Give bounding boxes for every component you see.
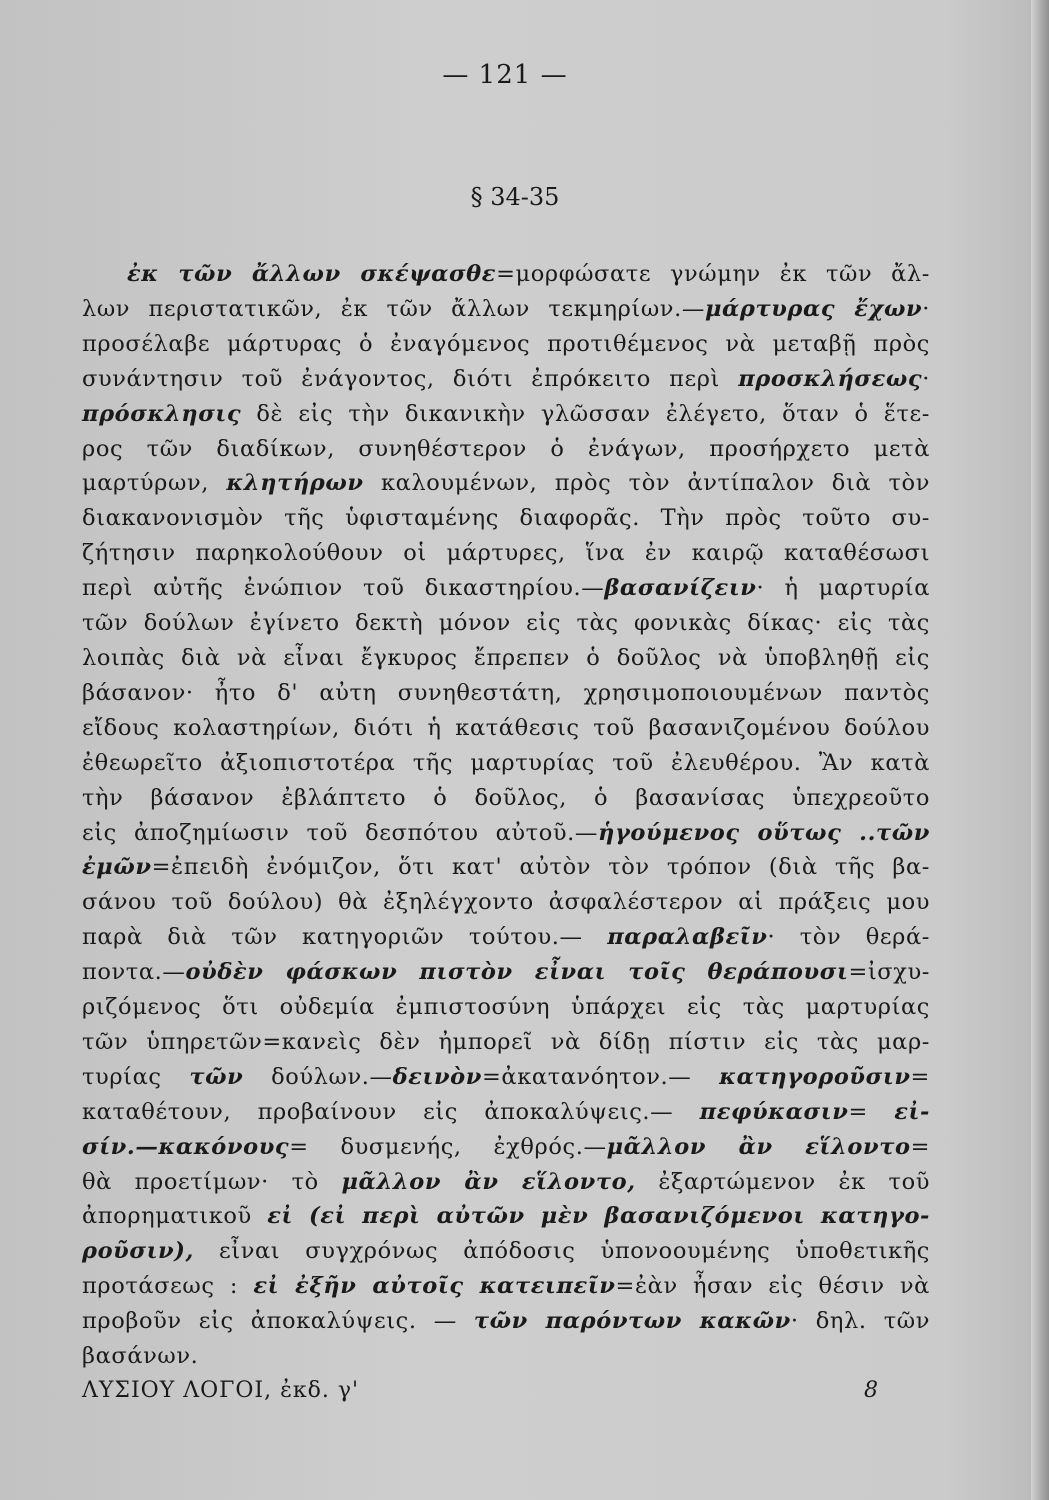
- text-line: [82, 1060, 930, 1095]
- text-segment: καταθέτουν, προβαίνουν εἰς ἀποκαλύψεις.—: [82, 1098, 700, 1125]
- lemma-term: ροῦσιν),: [82, 1238, 194, 1265]
- text-line: [82, 1165, 930, 1200]
- text-segment: · ἡ μαρτυρία: [756, 575, 930, 602]
- text-line: [82, 746, 930, 781]
- text-segment: ζήτησιν παρηκολούθουν οἱ μάρτυρες, ἵνα ἐν καιρῷ καταθέσωσι: [82, 540, 930, 567]
- text-line: [82, 606, 930, 641]
- lemma-term: εἰ ἐξῆν αὐτοῖς κατειπεῖν: [253, 1273, 616, 1300]
- page-edge: [1031, 0, 1049, 1500]
- text-segment: ποντα.—: [82, 959, 186, 986]
- text-line: [82, 920, 930, 955]
- lemma-term: μᾶλλον ἂν εἵλοντο: [606, 1133, 911, 1160]
- lemma-term: μάρτυρας ἔχων: [704, 295, 923, 322]
- lemma-term: τῶν παρόντων κακῶν: [473, 1308, 791, 1335]
- text-segment: · τὸν θερά-: [767, 924, 930, 951]
- section-heading: § 34-35: [470, 183, 560, 211]
- text-line: [82, 501, 930, 536]
- text-line: [82, 781, 930, 816]
- text-segment: διακανονισμὸν τῆς ὑφισταμένης διαφορᾶς. Τὴν πρὸς τοῦτο συ-: [82, 505, 930, 532]
- text-segment: σάνου τοῦ δούλου) θὰ ἐξηλέγχοντο ἀσφαλέστερον αἱ πράξεις μου: [82, 889, 930, 916]
- text-line: [82, 816, 930, 851]
- text-line: [82, 1269, 930, 1304]
- lemma-term: ἐκ τῶν ἄλλων σκέψασθε: [127, 261, 497, 287]
- text-segment: ἀπορηματικοῦ: [82, 1203, 268, 1230]
- text-segment: βασάνων.: [82, 1343, 199, 1370]
- text-segment: λων περιστατικῶν, ἐκ τῶν ἄλλων τεκμηρίων.—: [82, 295, 705, 322]
- text-segment: =ἐπειδὴ ἐνόμιζον, ὅτι κατ' αὐτὸν τὸν τρόπον (διὰ τῆς βα-: [151, 854, 930, 881]
- text-segment: =: [910, 1133, 931, 1160]
- body-text: [82, 257, 930, 1374]
- text-line: [82, 641, 930, 676]
- text-segment: =ἰσχυ-: [848, 959, 930, 986]
- lemma-term: πεφύκασιν: [699, 1098, 849, 1125]
- text-segment: καλουμένων, πρὸς τὸν ἀντίπαλον διὰ τὸν: [363, 470, 930, 497]
- text-segment: προσέλαβε μάρτυρας ὁ ἐναγόμενος προτιθέμενος νὰ μεταβῇ πρὸς: [82, 330, 930, 357]
- text-line: [82, 466, 930, 501]
- text-segment: περὶ αὐτῆς ἐνώπιον τοῦ δικαστηρίου.—: [82, 575, 605, 602]
- text-line: [82, 1025, 930, 1060]
- text-segment: τυρίας: [82, 1063, 190, 1090]
- text-segment: θὰ προετίμων· τὸ: [82, 1168, 342, 1195]
- text-line: [82, 676, 930, 711]
- text-line: [82, 885, 930, 920]
- text-line: [82, 292, 930, 327]
- text-line: [82, 571, 930, 606]
- text-segment: ἐθεωρεῖτο ἀξιοπιστοτέρα τῆς μαρτυρίας τοῦ ἐλευθέρου. Ἂν κατὰ: [82, 749, 930, 776]
- lemma-term: κατηγοροῦσιν: [719, 1063, 911, 1090]
- text-line: [82, 1304, 930, 1339]
- text-line: [82, 536, 930, 571]
- text-segment: =ἐὰν ἦσαν εἰς θέσιν νὰ: [615, 1273, 930, 1300]
- text-line: [82, 432, 930, 467]
- text-line: [82, 990, 930, 1025]
- footer-signature: 8: [864, 1378, 878, 1403]
- lemma-term: δεινὸν: [392, 1063, 482, 1090]
- text-line: [82, 1234, 930, 1269]
- text-line: [82, 362, 930, 397]
- text-segment: =ἀκατανόητον.—: [481, 1063, 720, 1090]
- lemma-term: παραλαβεῖν: [607, 924, 768, 951]
- text-segment: συνάντησιν τοῦ ἐνάγοντος, διότι ἐπρόκειτο περὶ: [82, 365, 739, 392]
- page-number: — 121 —: [442, 60, 568, 90]
- text-segment: ἐξαρτώμενον ἐκ τοῦ: [635, 1168, 930, 1195]
- footer-title: ΛΥΣΙΟΥ ΛΟΓΟΙ, ἐκδ. γ': [82, 1378, 360, 1403]
- text-segment: τῶν δούλων ἐγίνετο δεκτὴ μόνον εἰς τὰς φονικὰς δίκας· εἰς τὰς: [82, 610, 930, 637]
- text-segment: τῶν ὑπηρετῶν=κανεὶς δὲν ἠμπορεῖ νὰ δίδῃ πίστιν εἰς τὰς μαρ-: [82, 1028, 930, 1055]
- lemma-term: εἰ (εἰ περὶ αὐτῶν μὲν βασανιζόμενοι κατηγο-: [267, 1203, 930, 1230]
- text-line: [82, 257, 930, 292]
- text-segment: δὲ εἰς τὴν δικανικὴν γλῶσσαν ἐλέγετο, ὅταν ὁ ἕτε-: [241, 400, 930, 427]
- text-line: [82, 1095, 930, 1130]
- text-line: [82, 327, 930, 362]
- lemma-term: κλητήρων: [226, 470, 364, 497]
- text-line: [82, 850, 930, 885]
- text-line: [82, 397, 930, 432]
- text-segment: ·: [922, 365, 930, 392]
- text-segment: παρὰ διὰ τῶν κατηγοριῶν τούτου.—: [82, 924, 608, 951]
- text-segment: προβοῦν εἰς ἀποκαλύψεις. —: [82, 1308, 474, 1335]
- text-line: [82, 1199, 930, 1234]
- text-segment: προτάσεως :: [82, 1273, 254, 1300]
- text-segment: εἴδους κολαστηρίων, διότι ἡ κατάθεσις τοῦ βασανιζομένου δούλου: [82, 714, 930, 741]
- text-line: [82, 955, 930, 990]
- text-segment: ρος τῶν διαδίκων, συνηθέστερον ὁ ἐνάγων, προσήρχετο μετὰ: [82, 435, 930, 462]
- lemma-term: οὐδὲν φάσκων πιστὸν εἶναι τοῖς θεράπουσι: [185, 959, 849, 986]
- text-segment: μαρτύρων,: [82, 470, 227, 497]
- lemma-term: σίν.—κακόνους: [82, 1133, 290, 1160]
- lemma-term: ἐμῶν: [82, 854, 152, 881]
- text-segment: = δυσμενής, ἐχθρός.—: [289, 1133, 607, 1160]
- text-line: [82, 1339, 930, 1374]
- lemma-term: τῶν: [189, 1063, 244, 1090]
- lemma-term: βασανίζειν: [604, 575, 757, 602]
- text-segment: λοιπὰς διὰ νὰ εἶναι ἔγκυρος ἔπρεπεν ὁ δοῦλος νὰ ὑποβληθῇ εἰς: [82, 644, 930, 671]
- lemma-term: εἰ-: [894, 1098, 930, 1125]
- text-segment: τὴν βάσανον ἐβλάπτετο ὁ δοῦλος, ὁ βασανίσας ὑπεχρεοῦτο: [82, 784, 930, 811]
- lemma-term: ἡγούμενος οὕτως ..τῶν: [598, 819, 930, 846]
- text-segment: εἶναι συγχρόνως ἀπόδοσις ὑπονοουμένης ὑποθετικῆς: [193, 1238, 930, 1265]
- text-line: [82, 1130, 930, 1165]
- text-segment: ·: [922, 295, 930, 322]
- lemma-term: προσκλήσεως: [738, 365, 923, 392]
- text-segment: · δηλ. τῶν: [790, 1308, 930, 1335]
- text-segment: =: [910, 1063, 930, 1090]
- text-line: [82, 711, 930, 746]
- text-segment: δούλων.—: [243, 1063, 393, 1090]
- text-segment: =: [848, 1098, 895, 1125]
- text-segment: εἰς ἀποζημίωσιν τοῦ δεσπότου αὐτοῦ.—: [82, 819, 598, 846]
- text-segment: βάσανον· ἦτο δ' αὐτη συνηθεστάτη, χρησιμοποιουμένων παντὸς: [82, 679, 930, 706]
- lemma-term: μᾶλλον ἂν εἵλοντο,: [341, 1168, 636, 1195]
- text-segment: =μορφώσατε γνώμην ἐκ τῶν ἄλ-: [496, 261, 930, 287]
- lemma-term: πρόσκλησις: [82, 400, 242, 427]
- text-segment: ριζόμενος ὅτι οὐδεμία ἐμπιστοσύνη ὑπάρχει εἰς τὰς μαρτυρίας: [82, 994, 930, 1021]
